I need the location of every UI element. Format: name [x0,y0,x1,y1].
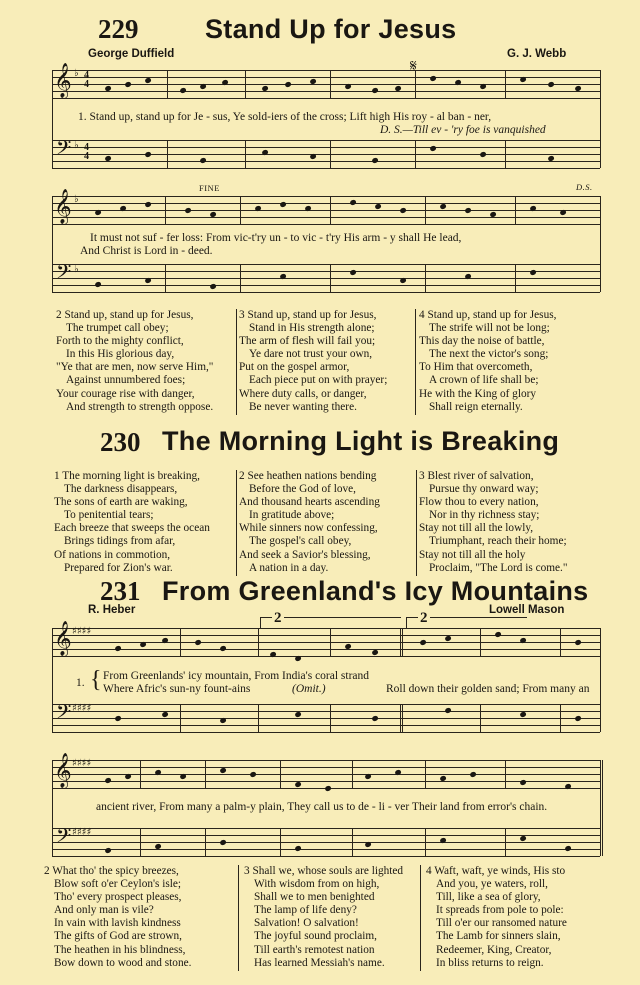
bass-clef-icon: 𝄢 [56,824,72,852]
key-sharps-icon: ♯♯♯♯ [72,758,92,769]
verse-line: And you, ye waters, roll, [436,878,549,891]
verse-line: A crown of life shall be; [429,374,539,387]
verse-column [44,865,191,970]
lyric-line-ds: D. S.—Till ev - 'ry foe is vanquished [380,124,546,136]
hymn-number: 229 [98,14,139,44]
verse-line: The trumpet call obey; [66,322,169,335]
hymn-number: 231 [100,576,141,606]
time-signature: 4 4 [84,70,89,90]
verse-line: The heathen in his blindness, [54,943,186,956]
column-divider [236,309,237,415]
verse-line: Triumphant, reach their home; [429,535,567,548]
verse-line: And thousand hearts ascending [239,496,380,509]
fine-marking: FINE [199,183,220,193]
verse-line: In bliss returns to reign. [436,956,544,969]
verse-line: Forth to the mighty conflict, [56,335,184,348]
key-flat-icon: ♭ [74,68,79,79]
verse-line: The lamp of life deny? [254,904,357,917]
key-sharps-icon: ♯♯♯♯ [72,827,92,838]
segno-icon: 𝄋 [410,56,417,75]
verse-line: Shall reign eternally. [429,400,523,413]
verse-line: It spreads from pole to pole: [436,904,564,917]
lyric-line: 1. Stand up, stand up for Je - sus, Ye sold-iers of the cross; Lift high His roy - al ban - ner, [78,111,492,123]
verse-line: Brings tidings from afar, [64,535,176,548]
verse-line: 3 Shall we, whose souls are lighted [244,865,404,877]
lyric-line: Where Afric's sun-ny fount-ains [103,683,251,695]
verse-line: In gratitude above; [249,509,335,522]
column-divider [236,470,237,576]
brace-icon: { [90,667,102,693]
ending-number: 2 [420,610,428,626]
verse-column [239,470,380,575]
verse-line: 2 Stand up, stand up for Jesus, [56,309,194,321]
verse-line: Blow soft o'er Ceylon's isle; [54,878,182,891]
lyric-line: From Greenlands' icy mountain, From India's coral strand [103,670,370,682]
hymn-title: The Morning Light is Breaking [162,426,560,456]
verse-line: The sons of earth are waking, [54,496,188,509]
verse-line: Salvation! O salvation! [254,917,359,930]
treble-clef-icon: 𝄞 [54,189,72,224]
verse-column [239,309,387,414]
verse-line: The strife will not be long; [429,322,550,335]
hymn-author: R. Heber [88,604,136,616]
verse-line: Ye dare not trust your own, [249,348,373,361]
verse-line: Against unnumbered foes; [66,374,186,387]
hymn-author: George Duffield [88,48,175,60]
verse-column [419,470,567,575]
verse-line: 4 Stand up, stand up for Jesus, [419,309,557,321]
verse-line: To penitential tears; [64,509,154,522]
verse-line: 1 The morning light is breaking, [54,470,201,482]
hymn-title: Stand Up for Jesus [205,14,457,44]
verse-line: Pursue thy onward way; [429,483,539,496]
column-divider [416,470,417,576]
verse-line: Stay not till all the holy [419,548,526,561]
verse-column [426,865,567,970]
verse-line: Each breeze that sweeps the ocean [54,522,210,535]
verse-line: With wisdom from on high, [254,878,380,891]
omit-note: (Omit.) [292,683,326,695]
verse-line: While sinners now confessing, [239,522,378,535]
treble-clef-icon: 𝄞 [54,63,72,98]
verse-line: The gospel's call obey, [249,535,352,548]
verse-line: And only man is vile? [54,904,154,917]
bass-clef-icon: 𝄢 [56,136,72,164]
verse-line: 3 Blest river of salvation, [419,470,534,482]
key-sharps-icon: ♯♯♯♯ [72,626,92,637]
column-divider [415,309,416,415]
verse-line: And seek a Savior's blessing, [239,548,371,561]
lyric-line: ancient river, From many a palm-y plain, They call us to de - li - ver Their land from error's chain. [96,801,548,813]
verse-line: Nor in thy richness stay; [429,509,540,522]
verse-line: Till, like a sea of glory, [436,891,541,904]
bass-clef-icon: 𝄢 [56,260,72,288]
treble-clef-icon: 𝄞 [54,621,72,656]
lyric-line: It must not suf - fer loss: From vic-t'ry un - to vic - t'ry His arm - y shall He lead, [90,232,462,244]
verse-line: The arm of flesh will fail you; [239,335,376,348]
verse-column [419,309,556,414]
verse-line: Of nations in commotion, [54,548,171,561]
verse-line: Your courage rise with danger, [56,387,195,400]
bass-clef-icon: 𝄢 [56,700,72,728]
key-flat-icon: ♭ [74,140,79,151]
verse-line: The gifts of God are strown, [54,930,183,943]
verse-line: "Ye that are men, now serve Him," [56,361,214,374]
hymn-title: From Greenland's Icy Mountains [162,576,589,606]
verse-line: Stand in His strength alone; [249,322,375,335]
verse-line: 2 What tho' the spicy breezes, [44,865,179,877]
verse-line: And strength to strength oppose. [66,400,214,413]
verse-line: Till o'er our ransomed nature [436,917,567,930]
hymn-number: 230 [100,427,141,457]
verse-line: Be never wanting there. [249,400,357,413]
column-divider [238,865,239,971]
column-divider [420,865,421,971]
verse-number: 1. [76,677,85,689]
verse-line: To Him that overcometh, [419,361,533,374]
lyric-line: Roll down their golden sand; From many an [386,683,590,695]
verse-line: Put on the gospel armor, [239,361,350,374]
verse-column [54,470,210,575]
verse-line: In this His glorious day, [66,348,175,361]
verse-line: Prepared for Zion's war. [64,561,173,574]
verse-line: A nation in a day. [249,561,329,574]
verse-line: Each piece put on with prayer; [249,374,388,387]
treble-clef-icon: 𝄞 [54,753,72,788]
verse-line: Has learned Messiah's name. [254,956,385,969]
key-sharps-icon: ♯♯♯♯ [72,703,92,714]
verse-line: Tho' every prospect pleases, [54,891,182,904]
verse-line: This day the noise of battle, [419,335,545,348]
verse-line: 3 Stand up, stand up for Jesus, [239,309,377,321]
verse-line: 4 Waft, waft, ye winds, His sto [426,865,566,877]
verse-line: The darkness disappears, [64,483,178,496]
verse-line: Before the God of love, [249,483,356,496]
verse-line: He with the King of glory [419,387,537,400]
verse-line: The next the victor's song; [429,348,549,361]
time-signature: 4 4 [84,142,89,162]
verse-line: Till earth's remotest nation [254,943,375,956]
hymn-composer: G. J. Webb [507,48,567,60]
verse-line: The Lamb for sinners slain, [436,930,561,943]
verse-line: Stay not till all the lowly, [419,522,534,535]
verse-line: Shall we to men benighted [254,891,375,904]
verse-column [244,865,403,970]
verse-line: In vain with lavish kindness [54,917,181,930]
verse-line: Bow down to wood and stone. [54,956,192,969]
hymn-composer: Lowell Mason [489,604,565,616]
verse-line: The joyful sound proclaim, [254,930,377,943]
verse-line: Where duty calls, or danger, [239,387,367,400]
ds-marking: D.S. [576,182,593,192]
lyric-line: And Christ is Lord in - deed. [80,245,213,257]
verse-line: Redeemer, King, Creator, [436,943,552,956]
verse-line: 2 See heathen nations bending [239,470,377,482]
verse-line: Flow thou to every nation, [419,496,539,509]
verse-line: Proclaim, "The Lord is come." [429,561,568,574]
key-flat-icon: ♭ [74,264,79,275]
ending-number: 2 [274,610,282,626]
verse-column [56,309,213,414]
key-flat-icon: ♭ [74,194,79,205]
